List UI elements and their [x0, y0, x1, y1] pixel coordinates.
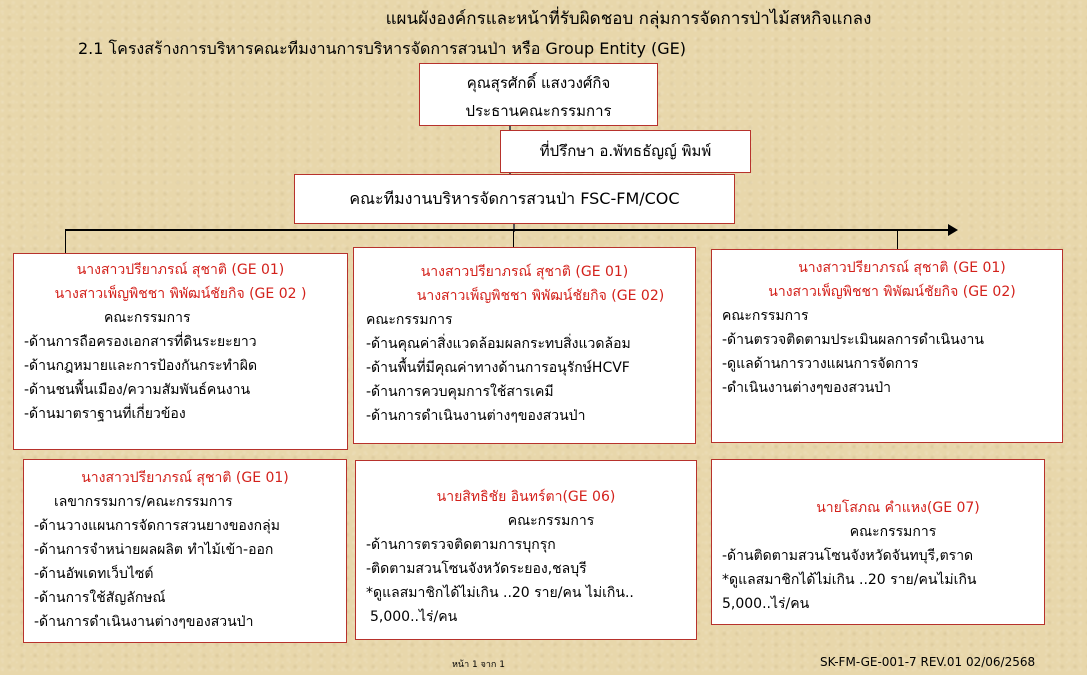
member-name: นางสาวปรียาภรณ์ สุชาติ (GE 01) — [81, 470, 289, 486]
member-box-ge06 — [355, 460, 697, 640]
page-number: หน้า 1 จาก 1 — [452, 660, 505, 670]
duty-item: -ดำเนินงานต่างๆของสวนป่า — [722, 380, 892, 396]
member-box-ge01 — [23, 459, 347, 643]
member-box-ge07 — [711, 459, 1045, 625]
page-title: แผนผังองค์กรและหน้าที่รับผิดชอบ กลุ่มการจัดการป่าไม้สหกิจแกลง — [385, 9, 872, 29]
chairman-box — [419, 63, 658, 126]
member-name: นางสาวเพ็ญพิชชา พิพัฒน์ชัยกิจ (GE 02) — [768, 284, 1016, 300]
duty-item: -ดูแลด้านการวางแผนการจัดการ — [722, 356, 919, 372]
duty-item: -ด้านการตรวจติดตามการบุกรุก — [366, 537, 556, 553]
duty-item: -ด้านการดำเนินงานต่างๆของสวนป่า — [366, 408, 586, 424]
duty-item: -ด้านการดำเนินงานต่างๆของสวนป่า — [34, 614, 254, 630]
page-subtitle: 2.1 โครงสร้างการบริหารคณะทีมงานการบริหารจัดการสวนป่า หรือ Group Entity (GE) — [78, 39, 687, 58]
duty-item: -ด้านตรวจติดตามประเมินผลการดำเนินงาน — [722, 332, 984, 348]
duty-item: -ด้านคุณค่าสิ่งแวดล้อมผลกระทบสิ่งแวดล้อม — [366, 336, 631, 352]
member-name: นางสาวปรียาภรณ์ สุชาติ (GE 01) — [420, 264, 629, 280]
role-label: คณะกรรมการ — [722, 308, 809, 324]
advisor-name: ที่ปรึกษา อ.พัทธธัญญ์ พิมพ์ — [539, 142, 712, 160]
drop-left — [65, 229, 66, 253]
duty-item: -ติดตามสวนโซนจังหวัดระยอง,ชลบุรี — [366, 561, 587, 577]
duty-item: -ด้านการถือครองเอกสารที่ดินระยะยาว — [24, 334, 257, 350]
duty-item: -ด้านการใช้สัญลักษณ์ — [34, 590, 166, 606]
chairman-role: ประธานคณะกรรมการ — [465, 102, 612, 120]
duty-item: 5,000..ไร่/คน — [370, 609, 458, 625]
chairman-name: คุณสุรศักดิ์ แสงวงศ์กิจ — [466, 74, 611, 92]
duty-item: -ด้านอัพเดทเว็บไซต์ — [34, 566, 154, 582]
role-label: คณะกรรมการ — [849, 524, 937, 540]
committee-box-2 — [353, 247, 696, 444]
duty-item: -ด้านการควบคุมการใช้สารเคมี — [366, 384, 554, 400]
duty-item: -ด้านการจำหน่ายผลผลิต ทำไม้เข้า-ออก — [34, 542, 274, 558]
role-label: คณะกรรมการ — [366, 312, 453, 328]
duty-item: -ด้านชนพื้นเมือง/ความสัมพันธ์คนงาน — [24, 382, 251, 398]
drop-mid — [513, 229, 514, 249]
member-name: นางสาวปรียาภรณ์ สุชาติ (GE 01) — [798, 260, 1006, 276]
role-label: เลขากรรมการ/คณะกรรมการ — [54, 494, 233, 510]
member-name: นายโสภณ คำแหง(GE 07) — [816, 500, 980, 516]
duty-item: -ด้านกฎหมายและการป้องกันกระทำผิด — [24, 358, 258, 374]
duty-item: *ดูแลสมาชิกได้ไม่เกิน ..20 ราย/คนไม่เกิน — [722, 572, 977, 588]
duty-item: 5,000..ไร่/คน — [722, 596, 810, 612]
duty-item: -ด้านวางแผนการจัดการสวนยางของกลุ่ม — [34, 518, 280, 534]
role-label: คณะกรรมการ — [507, 513, 595, 529]
advisor-box — [500, 130, 751, 173]
duty-item: -ด้านติดตามสวนโซนจังหวัดจันทบุรี,ตราด — [722, 548, 974, 564]
team-name: คณะทีมงานบริหารจัดการสวนป่า FSC-FM/COC — [349, 189, 680, 208]
member-name: นางสาวเพ็ญพิชชา พิพัฒน์ชัยกิจ (GE 02 ) — [54, 286, 307, 302]
committee-box-3 — [711, 249, 1063, 443]
document-code: SK-FM-GE-001-7 REV.01 02/06/2568 — [820, 655, 1036, 669]
member-name: นางสาวปรียาภรณ์ สุชาติ (GE 01) — [76, 262, 285, 278]
role-label: คณะกรรมการ — [104, 310, 191, 326]
duty-item: -ด้านพื้นที่มีคุณค่าทางด้านการอนุรักษ์HCVF — [366, 360, 630, 376]
committee-box-1 — [13, 253, 348, 450]
bus-arrow-icon — [948, 224, 958, 236]
duty-item: *ดูแลสมาชิกได้ไม่เกิน ..20 ราย/คน ไม่เกิน.. — [366, 585, 634, 601]
horizontal-bus — [65, 229, 950, 231]
team-box — [294, 174, 735, 224]
duty-item: -ด้านมาตราฐานที่เกี่ยวข้อง — [24, 406, 186, 422]
member-name: นางสาวเพ็ญพิชชา พิพัฒน์ชัยกิจ (GE 02) — [416, 288, 665, 304]
member-name: นายสิทธิชัย อินทร์ตา(GE 06) — [436, 489, 616, 505]
drop-right — [897, 229, 898, 249]
